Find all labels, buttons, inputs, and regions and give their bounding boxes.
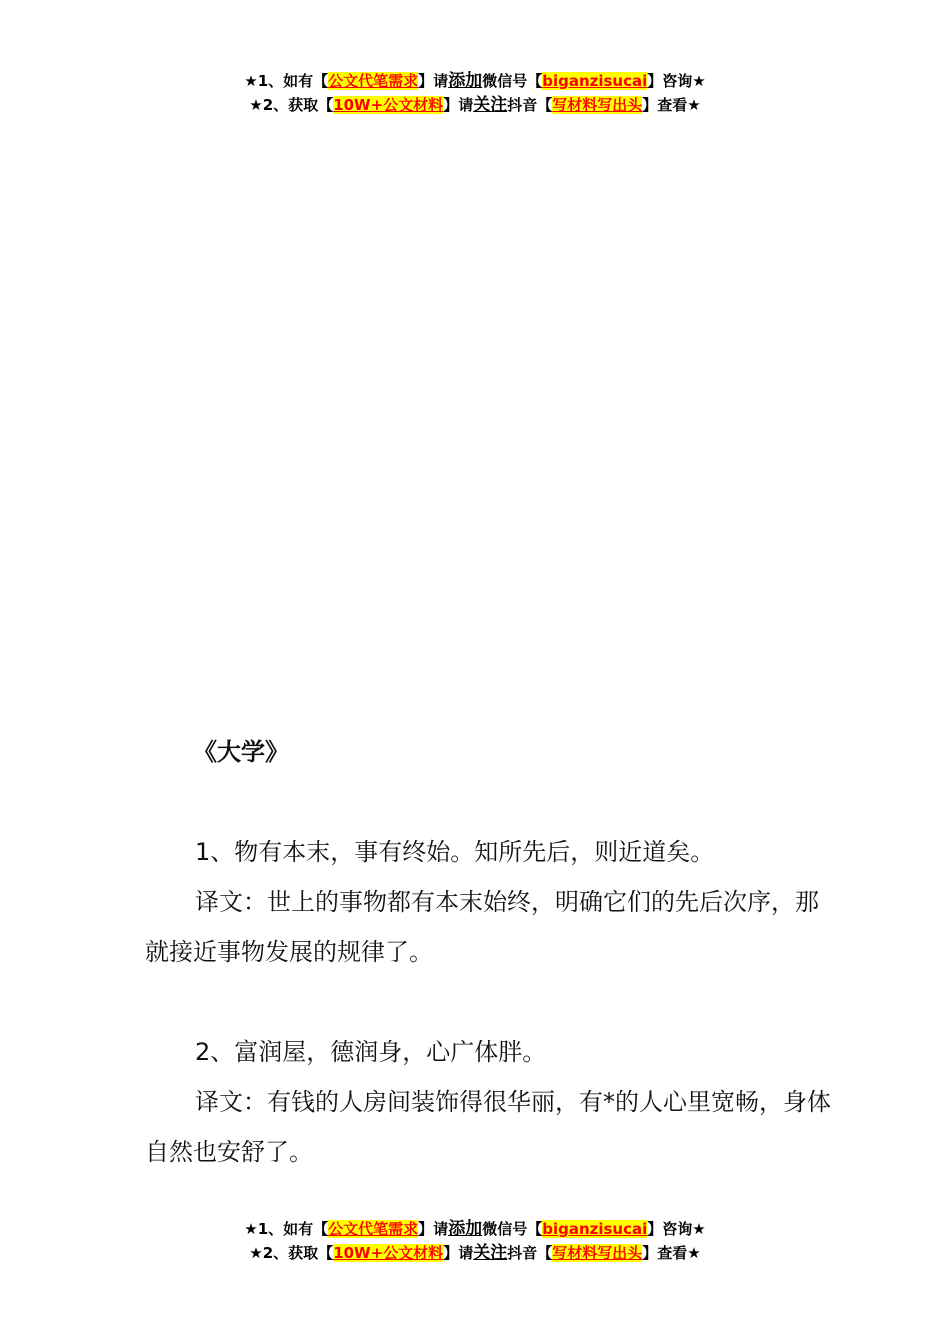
banner-text: ★1、如有【 [244, 72, 329, 90]
highlight-douyin-account: 写材料写出头 [552, 96, 643, 114]
highlight-service: 公文代笔需求 [328, 1220, 419, 1238]
highlight-service: 公文代笔需求 [328, 72, 419, 90]
banner-text: ★2、获取【 [249, 1244, 334, 1262]
highlight-douyin-account: 写材料写出头 [552, 1244, 643, 1262]
banner-text: 】请 [418, 1220, 449, 1238]
banner-line-2 [0, 93, 950, 117]
underlined-text: 添加 [448, 1219, 483, 1239]
spacer [145, 977, 835, 1027]
item-2-original: 2、富润屋，德润身，心广体胖。 [195, 1038, 547, 1066]
banner-text: 】查看★ [642, 96, 701, 114]
footer-banner [0, 1217, 950, 1265]
spacer [145, 777, 835, 827]
banner-text: 微信号【 [482, 1220, 543, 1238]
highlight-materials: 10W+公文材料 [333, 1244, 444, 1262]
item-1-original: 1、物有本末，事有终始。知所先后，则近道矣。 [195, 838, 715, 866]
banner-text: 】查看★ [642, 1244, 701, 1262]
highlight-wechat-id: biganzisucai [542, 1220, 648, 1238]
document-body [145, 727, 835, 1177]
banner-text: ★2、获取【 [249, 96, 334, 114]
underlined-text: 添加 [448, 71, 483, 91]
banner-text: 】请 [443, 1244, 474, 1262]
banner-text: 抖音【 [507, 1244, 553, 1262]
underlined-text: 关注 [473, 95, 508, 115]
item-1-translation: 译文：世上的事物都有本末始终，明确它们的先后次序，那就接近事物发展的规律了。 [145, 888, 819, 966]
header-banner [0, 69, 950, 117]
banner-text: 微信号【 [482, 72, 543, 90]
banner-text: 抖音【 [507, 96, 553, 114]
banner-line-1 [0, 1217, 950, 1241]
item-2-translation: 译文：有钱的人房间装饰得很华丽，有*的人心里宽畅，身体自然也安舒了。 [145, 1088, 831, 1166]
highlight-materials: 10W+公文材料 [333, 96, 444, 114]
banner-text: 】请 [443, 96, 474, 114]
banner-text: ★1、如有【 [244, 1220, 329, 1238]
underlined-text: 关注 [473, 1243, 508, 1263]
highlight-wechat-id: biganzisucai [542, 72, 648, 90]
banner-text: 】咨询★ [647, 1220, 706, 1238]
document-title: 《大学》 [193, 738, 289, 766]
banner-line-2 [0, 1241, 950, 1265]
banner-line-1 [0, 69, 950, 93]
banner-text: 】咨询★ [647, 72, 706, 90]
banner-text: 】请 [418, 72, 449, 90]
